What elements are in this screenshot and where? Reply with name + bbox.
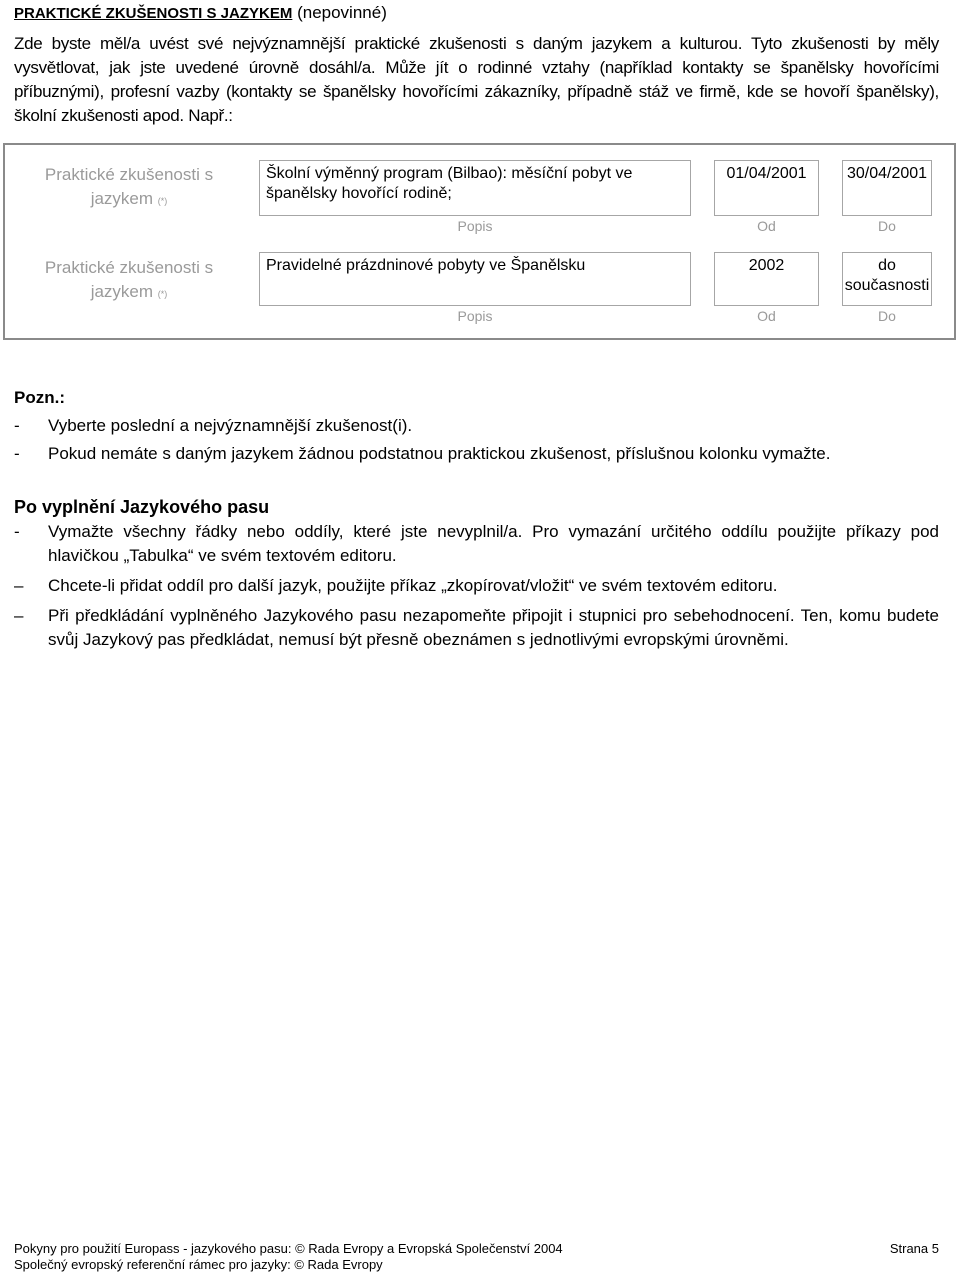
experience-label: Praktické zkušenosti s jazykem (*) bbox=[44, 165, 214, 208]
page-number: Strana 5 bbox=[889, 1241, 939, 1256]
caption-from: Od bbox=[757, 218, 776, 234]
section-title: PRAKTICKÉ ZKUŠENOSTI S JAZYKEM bbox=[14, 5, 293, 22]
caption-description: Popis bbox=[457, 308, 493, 324]
experience-description-field[interactable]: Školní výměnný program (Bilbao): měsíční pobyt ve španělsky hovořící rodině; bbox=[259, 160, 691, 216]
section-title-suffix: (nepovinné) bbox=[292, 3, 387, 22]
footer bbox=[14, 1241, 939, 1273]
caption-to: Do bbox=[878, 308, 896, 324]
note-list bbox=[14, 414, 939, 466]
experience-label: Praktické zkušenosti s jazykem (*) bbox=[44, 258, 214, 301]
note-title: Pozn.: bbox=[14, 388, 65, 407]
experience-to-field[interactable]: 30/04/2001 bbox=[842, 160, 932, 216]
caption-description: Popis bbox=[457, 218, 493, 234]
list-item: – Chcete-li přidat oddíl pro další jazyk, použijte příkaz „zkopírovat/vložit“ ve svém textovém editoru. bbox=[14, 576, 778, 595]
list-item: - Vyberte poslední a nejvýznamnější zkušenost(i). bbox=[14, 416, 413, 435]
list-item: – Při předkládání vyplněného Jazykového pasu nezapomeňte připojit i stupnici pro sebehodnocení. Ten, komu budete svůj Jazykový pas předkládat, nemusí být přesně obeznámen s jednotlivými evropskými úrovněmi. bbox=[14, 606, 939, 649]
experience-description-field[interactable]: Pravidelné prázdninové pobyty ve Španělsku bbox=[259, 252, 691, 306]
experience-panel bbox=[3, 143, 956, 340]
experience-from-field[interactable]: 01/04/2001 bbox=[714, 160, 819, 216]
list-item: - Vymažte všechny řádky nebo oddíly, které jste nevyplnil/a. Pro vymazání určitého oddílu použijte příkazy pod hlavičkou „Tabulka“ ve svém textovém editoru. bbox=[14, 522, 939, 565]
list-item: - Pokud nemáte s daným jazykem žádnou podstatnou praktickou zkušenost, příslušnou kolonku vymažte. bbox=[14, 444, 831, 463]
section-heading bbox=[14, 2, 387, 25]
caption-to: Do bbox=[878, 218, 896, 234]
intro-paragraph: Zde byste měl/a uvést své nejvýznamnější praktické zkušenosti s daným jazykem a kulturou. Tyto zkušenosti by měly vysvětlovat, jak jste uvedené úrovně dosáhl/a. Může jít o rodinné vztahy (například kontakty se španělsky hovořícími příbuznými), profesní vazby (kontakty se španělsky hovořícími zákazníky, případně stáž ve firmě, kde se hovoří španělsky), školní zkušenosti apod. Např.: bbox=[14, 34, 939, 125]
experience-to-field[interactable]: do současnosti bbox=[842, 252, 932, 306]
after-completion-title: Po vyplnění Jazykového pasu bbox=[14, 497, 270, 517]
experience-from-field[interactable]: 2002 bbox=[714, 252, 819, 306]
footer-line-2: Společný evropský referenční rámec pro jazyky: © Rada Evropy bbox=[14, 1257, 383, 1272]
footer-line-1: Pokyny pro použití Europass - jazykového pasu: © Rada Evropy a Evropská Společenství 2004 bbox=[14, 1241, 563, 1256]
after-completion-list bbox=[14, 520, 939, 652]
caption-from: Od bbox=[757, 308, 776, 324]
